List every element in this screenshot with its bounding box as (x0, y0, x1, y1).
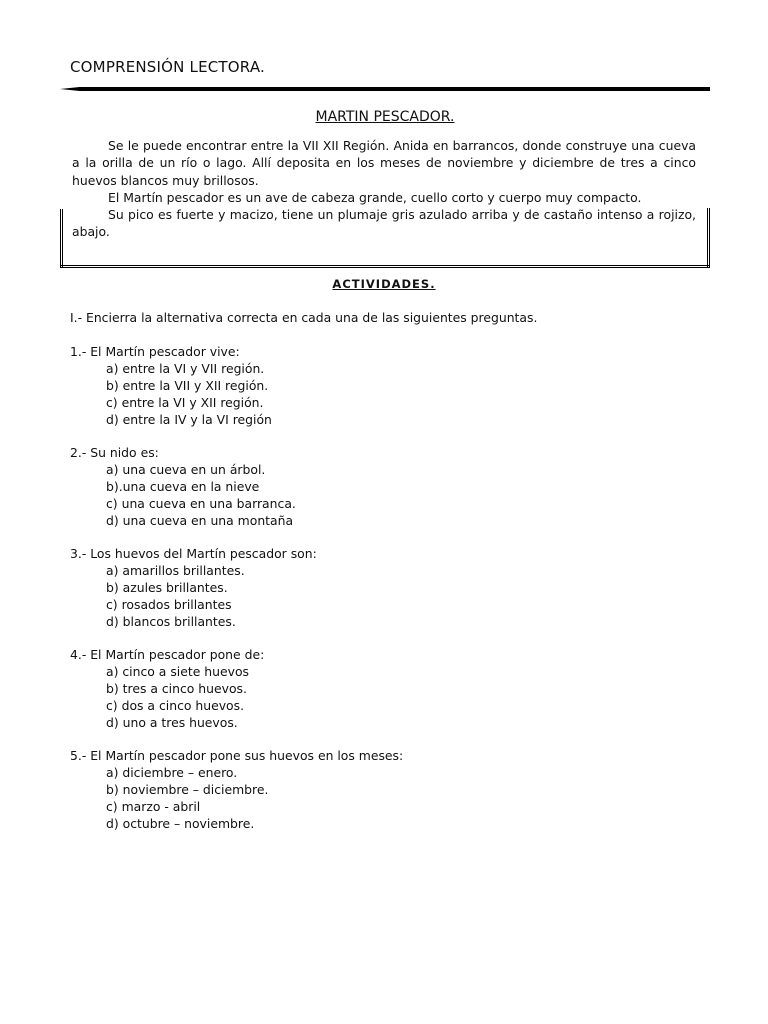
answer-option[interactable]: d) uno a tres huevos. (106, 715, 238, 730)
question-text: 3.- Los huevos del Martín pescador son: (70, 546, 317, 561)
question-text: 1.- El Martín pescador vive: (70, 344, 240, 359)
header-divider (60, 87, 710, 91)
box-bottom-border (60, 260, 710, 268)
story-paragraph: El Martín pescador es un ave de cabeza grande, cuello corto y cuerpo muy compacto. (108, 189, 642, 205)
question-2 (70, 444, 700, 529)
question-4 (70, 646, 700, 731)
story-title: MARTIN PESCADOR. (315, 109, 455, 125)
answer-option[interactable]: c) rosados brillantes (106, 597, 232, 612)
answer-option[interactable]: c) una cueva en una barranca. (106, 496, 296, 511)
answer-option[interactable]: a) amarillos brillantes. (106, 563, 245, 578)
question-text: 5.- El Martín pescador pone sus huevos en los meses: (70, 748, 404, 763)
answer-option[interactable]: d) entre la IV y la VI región (106, 412, 272, 427)
answer-option[interactable]: a) entre la VI y VII región. (106, 361, 265, 376)
answer-option[interactable]: c) marzo - abril (106, 799, 201, 814)
question-text: 4.- El Martín pescador pone de: (70, 647, 265, 662)
activities-heading: ACTIVIDADES. (332, 277, 436, 291)
instruction-text: I.- Encierra la alternativa correcta en cada una de las siguientes preguntas. (70, 310, 538, 325)
answer-option[interactable]: c) dos a cinco huevos. (106, 698, 245, 713)
answer-option[interactable]: d) blancos brillantes. (106, 614, 236, 629)
answer-option[interactable]: a) diciembre – enero. (106, 765, 238, 780)
page-title: COMPRENSIÓN LECTORA. (70, 58, 265, 76)
box-left-border (60, 209, 67, 267)
reading-passage-box (60, 101, 710, 268)
questions-list (70, 343, 700, 848)
question-1 (70, 343, 700, 428)
answer-option[interactable]: c) entre la VI y XII región. (106, 395, 264, 410)
answer-option[interactable]: d) octubre – noviembre. (106, 816, 255, 831)
question-5 (70, 747, 700, 832)
story-paragraph: Se le puede encontrar entre la VII XII Región. Anida en barrancos, donde construye una cueva a la orilla de un río o lago. Allí deposita en los meses de noviembre y diciembre de tres a cinco huevos blancos muy brillosos. (72, 138, 696, 188)
answer-option[interactable]: b) azules brillantes. (106, 580, 228, 595)
question-text: 2.- Su nido es: (70, 445, 159, 460)
answer-option[interactable]: b) noviembre – diciembre. (106, 782, 269, 797)
answer-option[interactable]: b) tres a cinco huevos. (106, 681, 247, 696)
answer-option[interactable]: b).una cueva en la nieve (106, 479, 260, 494)
answer-option[interactable]: a) cinco a siete huevos (106, 664, 249, 679)
question-3 (70, 545, 700, 630)
answer-option[interactable]: a) una cueva en un árbol. (106, 462, 266, 477)
answer-option[interactable]: d) una cueva en una montaña (106, 513, 294, 528)
answer-option[interactable]: b) entre la VII y XII región. (106, 378, 269, 393)
story-paragraph: Su pico es fuerte y macizo, tiene un plumaje gris azulado arriba y de castaño intenso a rojizo, abajo. (72, 207, 696, 240)
story-body (72, 137, 696, 241)
box-right-border (703, 208, 710, 268)
